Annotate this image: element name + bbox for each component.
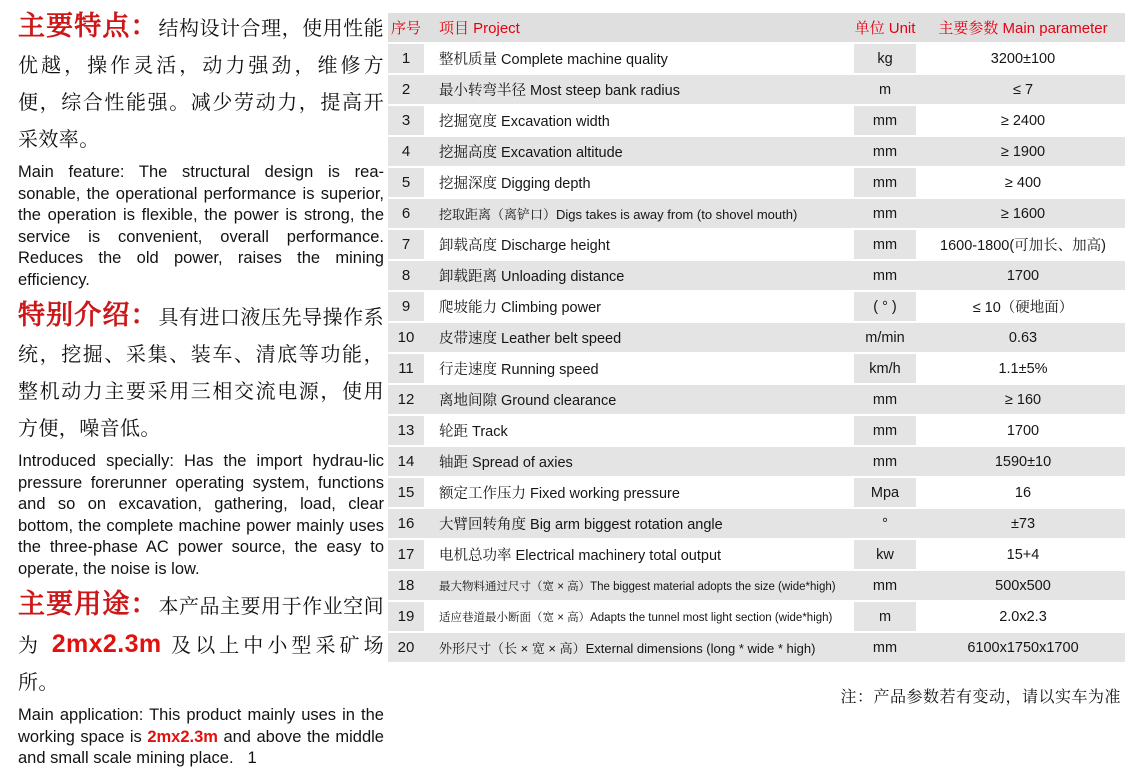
table-row: [388, 354, 1125, 383]
cell-unit: mm: [854, 106, 916, 135]
cell-project: 轴距 Spread of axies: [439, 455, 573, 471]
cell-no: 10: [397, 329, 415, 346]
cell-project: 最小转弯半径 Most steep bank radius: [439, 83, 680, 99]
table-row: [388, 292, 1125, 321]
cell-project: 挖掘宽度 Excavation width: [439, 114, 610, 130]
cell-project: 挖取距离（离铲口）Digs takes is away from (to shovel mouth): [439, 207, 798, 222]
cell-parameter: ≥ 1600: [1000, 205, 1046, 222]
application-en-after: and above the middle and small scale mining place.: [18, 727, 384, 767]
table-row: [388, 633, 1125, 662]
cell-parameter: 15+4: [1006, 546, 1040, 563]
cell-unit: mm: [872, 453, 898, 470]
cell-unit: Mpa: [854, 478, 916, 507]
cell-no: 3: [388, 106, 424, 135]
application-en-before: Main application: This product mainly uses in the working space is: [18, 706, 384, 746]
introduction-heading: 特别介绍：: [18, 300, 159, 330]
introduction-en-paragraph: Introduced specially: Has the import hydrau-lic pressure forerunner operating system, functions and so on excavation, gathering, load, clear bottom, the complete machine power mainly uses the three-phase AC power source, the easy to operate, the noise is low.: [18, 452, 384, 578]
cell-unit: mm: [854, 168, 916, 197]
cell-unit: kw: [854, 540, 916, 569]
features-heading: 主要特点：: [18, 11, 159, 41]
cell-parameter: ≤ 10（硬地面）: [972, 300, 1074, 316]
cell-unit: mm: [872, 143, 898, 160]
cell-parameter: ≥ 400: [1004, 174, 1042, 191]
application-en-highlight: 2mx2.3m: [147, 727, 218, 746]
table-header-row: [388, 13, 1125, 42]
cell-no: 2: [401, 81, 411, 98]
col-header-no: 序号: [390, 20, 421, 37]
cell-unit: m/min: [865, 329, 905, 346]
col-header-project: 项目 Project: [439, 20, 520, 37]
cell-parameter: 0.63: [1008, 329, 1038, 346]
cell-parameter: 3200±100: [990, 50, 1056, 67]
cell-project: 爬坡能力 Climbing power: [439, 300, 601, 316]
cell-no: 20: [397, 639, 415, 656]
application-zh-before: 本产品主要用于作业空间为: [18, 596, 384, 657]
cell-parameter: 1700: [1006, 422, 1040, 439]
cell-no: 4: [401, 143, 411, 160]
page-number: 1: [247, 749, 257, 767]
cell-no: 8: [401, 267, 411, 284]
application-en-paragraph: [18, 705, 384, 770]
cell-unit: °: [882, 515, 888, 532]
table-row: [388, 261, 1125, 290]
cell-no: 16: [397, 515, 415, 532]
cell-project: 离地间隙 Ground clearance: [439, 393, 617, 409]
cell-no: 13: [388, 416, 424, 445]
cell-no: 17: [388, 540, 424, 569]
table-row: [388, 416, 1125, 445]
cell-project: 卸载高度 Discharge height: [439, 238, 610, 254]
cell-no: 15: [388, 478, 424, 507]
table-row: [388, 540, 1125, 569]
cell-parameter: ≤ 7: [1012, 81, 1034, 98]
cell-no: 14: [397, 453, 415, 470]
cell-parameter: ≥ 160: [1004, 391, 1042, 408]
cell-unit: mm: [872, 205, 898, 222]
cell-project: 整机质量 Complete machine quality: [439, 52, 668, 68]
table-row: [388, 447, 1125, 476]
features-zh-paragraph: [18, 8, 384, 159]
introduction-zh-text: 具有进口液压先导操作系统，挖掘、采集、装车、清底等功能，整机动力主要采用三相交流电源，使用方便，噪音低。: [18, 307, 384, 440]
cell-no: 6: [401, 205, 411, 222]
cell-parameter: 16: [1014, 484, 1032, 501]
cell-unit: km/h: [854, 354, 916, 383]
application-zh-paragraph: [18, 586, 384, 702]
cell-no: 1: [388, 44, 424, 73]
cell-unit: ( ° ): [854, 292, 916, 321]
cell-parameter: 500x500: [995, 577, 1051, 594]
table-row: [388, 509, 1125, 538]
col-header-unit: 单位 Unit: [854, 20, 916, 37]
cell-unit: kg: [854, 44, 916, 73]
cell-unit: mm: [872, 577, 898, 594]
cell-parameter: ±73: [1010, 515, 1036, 532]
col-header-parameter: 主要参数 Main parameter: [938, 20, 1108, 37]
table-row: [388, 385, 1125, 414]
cell-parameter: 2.0x2.3: [999, 608, 1047, 625]
application-zh-highlight: 2mx2.3m: [51, 630, 162, 658]
cell-parameter: 6100x1750x1700: [967, 639, 1079, 656]
cell-project: 挖掘深度 Digging depth: [439, 176, 591, 192]
cell-parameter: 1700: [1006, 267, 1040, 284]
cell-unit: mm: [872, 267, 898, 284]
cell-project: 皮带速度 Leather belt speed: [439, 331, 622, 347]
cell-unit: mm: [854, 416, 916, 445]
table-body: [388, 44, 1125, 662]
cell-unit: m: [854, 602, 916, 631]
cell-unit: mm: [872, 639, 898, 656]
introduction-zh-paragraph: [18, 297, 384, 448]
features-en-paragraph: Main feature: The structural design is rea-sonable, the operational performance is superior, the operation is flexible, the power is strong, the service is convenient, overall performance. Reduces the old power, raises the mining efficiency.: [18, 163, 384, 289]
cell-parameter: 1600-1800(可加长、加高): [940, 238, 1106, 254]
cell-parameter: ≥ 2400: [1000, 112, 1046, 129]
table-row: [388, 478, 1125, 507]
cell-project: 电机总功率 Electrical machinery total output: [439, 548, 722, 564]
cell-no: 18: [397, 577, 415, 594]
table-row: [388, 168, 1125, 197]
cell-project: 外形尺寸（长 × 宽 × 高）External dimensions (long * wide * high): [439, 641, 816, 656]
table-row: [388, 571, 1125, 600]
cell-no: 9: [388, 292, 424, 321]
table-row: [388, 602, 1125, 631]
cell-project: 轮距 Track: [439, 424, 508, 440]
cell-unit: m: [878, 81, 892, 98]
cell-project: 大臂回转角度 Big arm biggest rotation angle: [439, 517, 723, 533]
application-zh-after: 及以上中小型采矿场所。: [18, 635, 385, 694]
spec-table: [388, 13, 1125, 664]
cell-parameter: 1590±10: [994, 453, 1052, 470]
table-row: [388, 199, 1125, 228]
cell-no: 19: [388, 602, 424, 631]
table-row: [388, 323, 1125, 352]
footnote: 注：产品参数若有变动，请以实车为准: [840, 689, 1121, 706]
cell-unit: mm: [872, 391, 898, 408]
cell-no: 12: [397, 391, 415, 408]
cell-project: 挖掘高度 Excavation altitude: [439, 145, 623, 161]
left-panel: [18, 8, 384, 776]
table-row: [388, 230, 1125, 259]
cell-project: 最大物料通过尺寸（宽 × 高）The biggest material adopts the size (wide*high): [439, 580, 836, 593]
cell-parameter: 1.1±5%: [998, 360, 1048, 377]
table-row: [388, 44, 1125, 73]
features-zh-text: 结构设计合理，使用性能优越，操作灵活，动力强劲，维修方便，综合性能强。减少劳动力，提高开采效率。: [18, 18, 384, 151]
table-row: [388, 137, 1125, 166]
cell-project: 额定工作压力 Fixed working pressure: [439, 486, 680, 502]
cell-no: 7: [388, 230, 424, 259]
cell-unit: mm: [854, 230, 916, 259]
table-row: [388, 75, 1125, 104]
application-heading: 主要用途：: [18, 589, 159, 619]
cell-parameter: ≥ 1900: [1000, 143, 1046, 160]
table-row: [388, 106, 1125, 135]
cell-project: 卸载距离 Unloading distance: [439, 269, 625, 285]
cell-project: 适应巷道最小断面（宽 × 高）Adapts the tunnel most light section (wide*high): [439, 611, 833, 624]
cell-no: 11: [388, 354, 424, 383]
cell-project: 行走速度 Running speed: [439, 362, 599, 378]
cell-no: 5: [388, 168, 424, 197]
